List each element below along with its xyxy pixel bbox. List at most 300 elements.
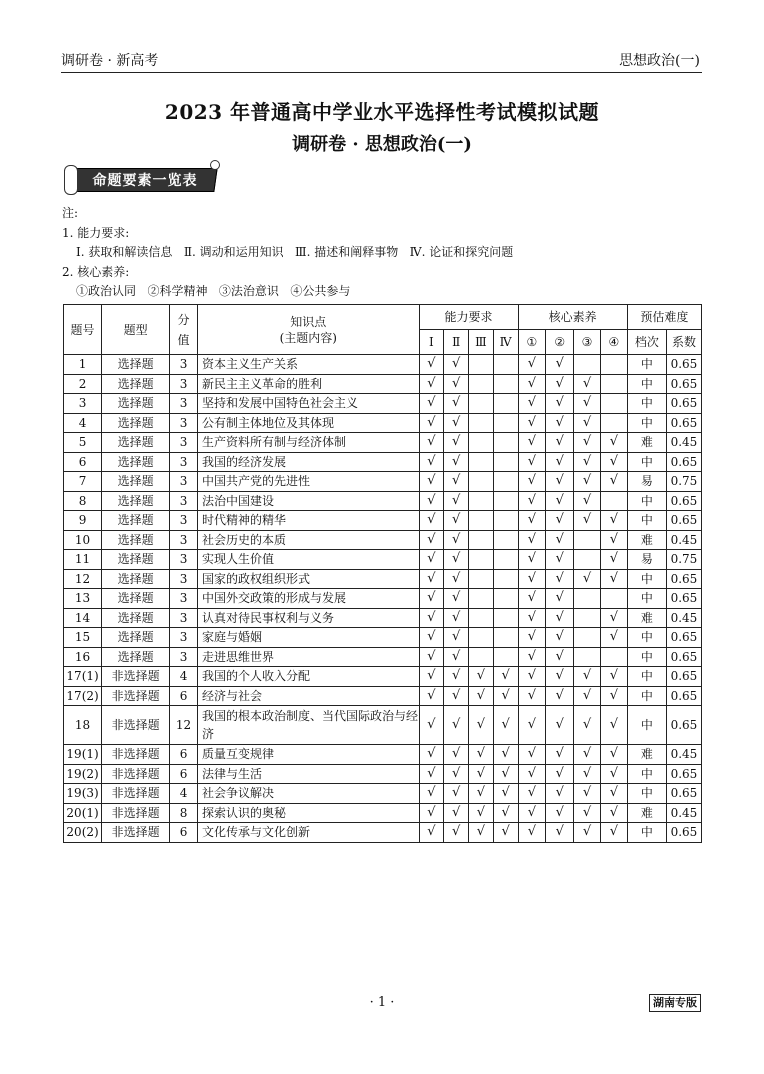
check-icon: √ bbox=[546, 569, 574, 589]
scroll-decoration-icon bbox=[64, 165, 78, 195]
cell-coefficient: 0.45 bbox=[666, 433, 701, 453]
header-ability-col: Ⅰ bbox=[419, 330, 444, 355]
check-icon: √ bbox=[419, 491, 444, 511]
check-icon: √ bbox=[419, 530, 444, 550]
ability-items: Ⅰ. 获取和解读信息 Ⅱ. 调动和运用知识 Ⅲ. 描述和阐释事物 Ⅳ. 论证和探究问题 bbox=[76, 245, 514, 260]
cell-type: 选择题 bbox=[102, 355, 170, 375]
check-icon: √ bbox=[518, 803, 546, 823]
header-literacy-col: ③ bbox=[574, 330, 601, 355]
cell-no: 19(3) bbox=[64, 784, 102, 804]
cell-empty bbox=[574, 628, 601, 648]
cell-type: 选择题 bbox=[102, 511, 170, 531]
cell-score: 6 bbox=[170, 745, 198, 765]
cell-no: 14 bbox=[64, 608, 102, 628]
check-icon: √ bbox=[444, 667, 469, 687]
check-icon: √ bbox=[518, 589, 546, 609]
check-icon: √ bbox=[574, 706, 601, 745]
check-icon: √ bbox=[546, 355, 574, 375]
check-icon: √ bbox=[518, 784, 546, 804]
cell-no: 12 bbox=[64, 569, 102, 589]
header-left: 调研卷 · 新高考 bbox=[61, 53, 159, 69]
cell-coefficient: 0.65 bbox=[666, 355, 701, 375]
ability-title: 1. 能力要求: bbox=[62, 225, 130, 240]
cell-coefficient: 0.45 bbox=[666, 803, 701, 823]
check-icon: √ bbox=[518, 491, 546, 511]
check-icon: √ bbox=[469, 803, 494, 823]
cell-coefficient: 0.65 bbox=[666, 686, 701, 706]
cell-type: 非选择题 bbox=[102, 745, 170, 765]
cell-no: 4 bbox=[64, 413, 102, 433]
cell-type: 非选择题 bbox=[102, 686, 170, 706]
check-icon: √ bbox=[600, 764, 627, 784]
cell-empty bbox=[493, 569, 518, 589]
check-icon: √ bbox=[574, 686, 601, 706]
check-icon: √ bbox=[419, 589, 444, 609]
table-row bbox=[64, 764, 702, 784]
cell-knowledge: 社会历史的本质 bbox=[197, 530, 419, 550]
cell-level: 中 bbox=[627, 784, 666, 804]
check-icon: √ bbox=[469, 764, 494, 784]
cell-no: 15 bbox=[64, 628, 102, 648]
check-icon: √ bbox=[518, 608, 546, 628]
cell-score: 4 bbox=[170, 784, 198, 804]
check-icon: √ bbox=[574, 394, 601, 414]
cell-type: 选择题 bbox=[102, 530, 170, 550]
cell-knowledge: 时代精神的精华 bbox=[197, 511, 419, 531]
cell-level: 中 bbox=[627, 667, 666, 687]
cell-empty bbox=[493, 628, 518, 648]
check-icon: √ bbox=[444, 491, 469, 511]
header-score bbox=[170, 305, 198, 355]
cell-type: 非选择题 bbox=[102, 764, 170, 784]
page-subtitle: 调研卷 · 思想政治(一) bbox=[292, 134, 472, 155]
cell-level: 中 bbox=[627, 706, 666, 745]
cell-level: 中 bbox=[627, 589, 666, 609]
cell-empty bbox=[469, 355, 494, 375]
cell-empty bbox=[574, 530, 601, 550]
cell-empty bbox=[493, 355, 518, 375]
check-icon: √ bbox=[444, 452, 469, 472]
table-row bbox=[64, 569, 702, 589]
cell-no: 5 bbox=[64, 433, 102, 453]
check-icon: √ bbox=[444, 647, 469, 667]
cell-empty bbox=[600, 394, 627, 414]
cell-score: 6 bbox=[170, 686, 198, 706]
cell-type: 非选择题 bbox=[102, 706, 170, 745]
check-icon: √ bbox=[444, 511, 469, 531]
check-icon: √ bbox=[546, 745, 574, 765]
cell-type: 选择题 bbox=[102, 569, 170, 589]
cell-empty bbox=[493, 452, 518, 472]
cell-empty bbox=[574, 355, 601, 375]
literacy-title: 2. 核心素养: bbox=[62, 264, 130, 279]
cell-knowledge: 坚持和发展中国特色社会主义 bbox=[197, 394, 419, 414]
cell-empty bbox=[574, 647, 601, 667]
check-icon: √ bbox=[419, 686, 444, 706]
cell-empty bbox=[493, 511, 518, 531]
cell-no: 2 bbox=[64, 374, 102, 394]
table-row bbox=[64, 706, 702, 745]
cell-empty bbox=[574, 608, 601, 628]
cell-no: 16 bbox=[64, 647, 102, 667]
cell-level: 中 bbox=[627, 686, 666, 706]
cell-score: 3 bbox=[170, 355, 198, 375]
cell-level: 中 bbox=[627, 452, 666, 472]
cell-type: 非选择题 bbox=[102, 823, 170, 843]
cell-empty bbox=[469, 452, 494, 472]
cell-knowledge: 中国外交政策的形成与发展 bbox=[197, 589, 419, 609]
check-icon: √ bbox=[518, 764, 546, 784]
check-icon: √ bbox=[518, 413, 546, 433]
check-icon: √ bbox=[444, 413, 469, 433]
check-icon: √ bbox=[546, 374, 574, 394]
check-icon: √ bbox=[600, 745, 627, 765]
cell-level: 中 bbox=[627, 511, 666, 531]
cell-score: 12 bbox=[170, 706, 198, 745]
check-icon: √ bbox=[546, 706, 574, 745]
table-row bbox=[64, 530, 702, 550]
cell-score: 4 bbox=[170, 667, 198, 687]
table-row bbox=[64, 628, 702, 648]
cell-coefficient: 0.65 bbox=[666, 667, 701, 687]
cell-level: 中 bbox=[627, 374, 666, 394]
check-icon: √ bbox=[600, 433, 627, 453]
check-icon: √ bbox=[600, 686, 627, 706]
header-difficulty-col: 系数 bbox=[666, 330, 701, 355]
header-no: 题号 bbox=[64, 305, 102, 355]
check-icon: √ bbox=[444, 569, 469, 589]
cell-score: 3 bbox=[170, 589, 198, 609]
table-row bbox=[64, 413, 702, 433]
cell-coefficient: 0.45 bbox=[666, 745, 701, 765]
cell-type: 选择题 bbox=[102, 647, 170, 667]
check-icon: √ bbox=[444, 764, 469, 784]
cell-type: 非选择题 bbox=[102, 803, 170, 823]
table-body bbox=[64, 355, 702, 843]
check-icon: √ bbox=[419, 550, 444, 570]
cell-empty bbox=[493, 589, 518, 609]
table-row bbox=[64, 667, 702, 687]
cell-coefficient: 0.65 bbox=[666, 569, 701, 589]
check-icon: √ bbox=[600, 667, 627, 687]
cell-level: 难 bbox=[627, 530, 666, 550]
check-icon: √ bbox=[546, 452, 574, 472]
check-icon: √ bbox=[546, 803, 574, 823]
cell-no: 7 bbox=[64, 472, 102, 492]
cell-coefficient: 0.65 bbox=[666, 628, 701, 648]
cell-coefficient: 0.65 bbox=[666, 374, 701, 394]
header-literacy: 核心素养 bbox=[518, 305, 627, 330]
cell-knowledge: 走进思维世界 bbox=[197, 647, 419, 667]
cell-empty bbox=[493, 608, 518, 628]
cell-no: 6 bbox=[64, 452, 102, 472]
check-icon: √ bbox=[493, 667, 518, 687]
cell-no: 13 bbox=[64, 589, 102, 609]
cell-knowledge: 质量互变规律 bbox=[197, 745, 419, 765]
cell-coefficient: 0.65 bbox=[666, 511, 701, 531]
check-icon: √ bbox=[546, 472, 574, 492]
cell-no: 18 bbox=[64, 706, 102, 745]
header-ability-col: Ⅱ bbox=[444, 330, 469, 355]
check-icon: √ bbox=[493, 784, 518, 804]
check-icon: √ bbox=[546, 530, 574, 550]
check-icon: √ bbox=[546, 686, 574, 706]
cell-level: 中 bbox=[627, 413, 666, 433]
cell-knowledge: 我国的根本政治制度、当代国际政治与经济 bbox=[197, 706, 419, 745]
cell-empty bbox=[469, 511, 494, 531]
check-icon: √ bbox=[444, 374, 469, 394]
check-icon: √ bbox=[419, 413, 444, 433]
check-icon: √ bbox=[444, 550, 469, 570]
check-icon: √ bbox=[469, 686, 494, 706]
check-icon: √ bbox=[518, 550, 546, 570]
check-icon: √ bbox=[546, 413, 574, 433]
check-icon: √ bbox=[444, 472, 469, 492]
cell-knowledge: 我国的个人收入分配 bbox=[197, 667, 419, 687]
check-icon: √ bbox=[518, 355, 546, 375]
check-icon: √ bbox=[444, 628, 469, 648]
check-icon: √ bbox=[493, 764, 518, 784]
cell-level: 中 bbox=[627, 647, 666, 667]
cell-knowledge: 资本主义生产关系 bbox=[197, 355, 419, 375]
cell-type: 选择题 bbox=[102, 433, 170, 453]
cell-level: 中 bbox=[627, 491, 666, 511]
cell-empty bbox=[469, 608, 494, 628]
cell-empty bbox=[574, 550, 601, 570]
table-row bbox=[64, 433, 702, 453]
cell-type: 选择题 bbox=[102, 628, 170, 648]
check-icon: √ bbox=[493, 686, 518, 706]
cell-empty bbox=[469, 550, 494, 570]
cell-knowledge: 法治中国建设 bbox=[197, 491, 419, 511]
cell-level: 难 bbox=[627, 608, 666, 628]
table-row bbox=[64, 491, 702, 511]
header-literacy-col: ① bbox=[518, 330, 546, 355]
cell-score: 3 bbox=[170, 530, 198, 550]
cell-no: 19(2) bbox=[64, 764, 102, 784]
cell-coefficient: 0.65 bbox=[666, 706, 701, 745]
cell-score: 3 bbox=[170, 491, 198, 511]
check-icon: √ bbox=[518, 433, 546, 453]
cell-no: 9 bbox=[64, 511, 102, 531]
check-icon: √ bbox=[518, 706, 546, 745]
notes-section bbox=[62, 204, 513, 302]
cell-empty bbox=[469, 374, 494, 394]
check-icon: √ bbox=[419, 472, 444, 492]
check-icon: √ bbox=[469, 745, 494, 765]
cell-coefficient: 0.45 bbox=[666, 608, 701, 628]
cell-knowledge: 新民主主义革命的胜利 bbox=[197, 374, 419, 394]
cell-knowledge: 公有制主体地位及其体现 bbox=[197, 413, 419, 433]
cell-empty bbox=[469, 394, 494, 414]
cell-score: 3 bbox=[170, 472, 198, 492]
cell-empty bbox=[469, 472, 494, 492]
check-icon: √ bbox=[518, 569, 546, 589]
cell-knowledge: 社会争议解决 bbox=[197, 784, 419, 804]
cell-coefficient: 0.65 bbox=[666, 823, 701, 843]
check-icon: √ bbox=[419, 394, 444, 414]
check-icon: √ bbox=[574, 452, 601, 472]
cell-level: 易 bbox=[627, 472, 666, 492]
cell-coefficient: 0.45 bbox=[666, 530, 701, 550]
cell-empty bbox=[469, 569, 494, 589]
check-icon: √ bbox=[518, 530, 546, 550]
table-row bbox=[64, 550, 702, 570]
cell-no: 17(1) bbox=[64, 667, 102, 687]
check-icon: √ bbox=[600, 472, 627, 492]
check-icon: √ bbox=[419, 452, 444, 472]
check-icon: √ bbox=[469, 784, 494, 804]
cell-type: 选择题 bbox=[102, 452, 170, 472]
header-right: 思想政治(一) bbox=[619, 53, 700, 69]
cell-no: 8 bbox=[64, 491, 102, 511]
check-icon: √ bbox=[574, 784, 601, 804]
check-icon: √ bbox=[574, 413, 601, 433]
check-icon: √ bbox=[546, 433, 574, 453]
cell-score: 3 bbox=[170, 433, 198, 453]
table-row bbox=[64, 745, 702, 765]
cell-level: 易 bbox=[627, 550, 666, 570]
cell-no: 10 bbox=[64, 530, 102, 550]
page-number: · 1 · bbox=[369, 995, 395, 1010]
cell-empty bbox=[469, 628, 494, 648]
cell-knowledge: 文化传承与文化创新 bbox=[197, 823, 419, 843]
check-icon: √ bbox=[546, 394, 574, 414]
table-row bbox=[64, 374, 702, 394]
check-icon: √ bbox=[469, 706, 494, 745]
section-banner bbox=[64, 163, 214, 195]
check-icon: √ bbox=[419, 433, 444, 453]
cell-empty bbox=[600, 355, 627, 375]
check-icon: √ bbox=[419, 569, 444, 589]
check-icon: √ bbox=[469, 823, 494, 843]
table-row bbox=[64, 589, 702, 609]
header-ability-col: Ⅲ bbox=[469, 330, 494, 355]
cell-coefficient: 0.65 bbox=[666, 394, 701, 414]
cell-score: 3 bbox=[170, 647, 198, 667]
cell-score: 6 bbox=[170, 764, 198, 784]
cell-coefficient: 0.65 bbox=[666, 589, 701, 609]
cell-type: 非选择题 bbox=[102, 667, 170, 687]
cell-knowledge: 探索认识的奥秘 bbox=[197, 803, 419, 823]
header-score-text: 分值 bbox=[177, 312, 190, 347]
cell-knowledge: 家庭与婚姻 bbox=[197, 628, 419, 648]
table-row bbox=[64, 452, 702, 472]
check-icon: √ bbox=[419, 706, 444, 745]
check-icon: √ bbox=[518, 647, 546, 667]
cell-score: 3 bbox=[170, 608, 198, 628]
cell-no: 3 bbox=[64, 394, 102, 414]
check-icon: √ bbox=[518, 374, 546, 394]
cell-empty bbox=[600, 374, 627, 394]
check-icon: √ bbox=[518, 628, 546, 648]
cell-level: 中 bbox=[627, 823, 666, 843]
check-icon: √ bbox=[419, 628, 444, 648]
check-icon: √ bbox=[493, 803, 518, 823]
cell-score: 3 bbox=[170, 550, 198, 570]
check-icon: √ bbox=[546, 823, 574, 843]
edition-badge: 湖南专版 bbox=[649, 994, 701, 1012]
table-row bbox=[64, 394, 702, 414]
cell-level: 中 bbox=[627, 394, 666, 414]
cell-level: 难 bbox=[627, 433, 666, 453]
check-icon: √ bbox=[600, 452, 627, 472]
check-icon: √ bbox=[574, 374, 601, 394]
cell-score: 3 bbox=[170, 394, 198, 414]
header-ability: 能力要求 bbox=[419, 305, 518, 330]
cell-coefficient: 0.65 bbox=[666, 452, 701, 472]
cell-empty bbox=[600, 413, 627, 433]
cell-score: 6 bbox=[170, 823, 198, 843]
header-literacy-col: ② bbox=[546, 330, 574, 355]
page-title: 2023 年普通高中学业水平选择性考试模拟试题 bbox=[164, 100, 600, 124]
banner-label: 命题要素一览表 bbox=[92, 173, 198, 189]
check-icon: √ bbox=[518, 394, 546, 414]
check-icon: √ bbox=[493, 823, 518, 843]
header-divider bbox=[61, 72, 702, 73]
check-icon: √ bbox=[493, 745, 518, 765]
check-icon: √ bbox=[518, 472, 546, 492]
cell-score: 3 bbox=[170, 452, 198, 472]
check-icon: √ bbox=[444, 745, 469, 765]
check-icon: √ bbox=[574, 803, 601, 823]
check-icon: √ bbox=[546, 667, 574, 687]
check-icon: √ bbox=[419, 784, 444, 804]
table-row bbox=[64, 686, 702, 706]
check-icon: √ bbox=[574, 745, 601, 765]
cell-coefficient: 0.65 bbox=[666, 784, 701, 804]
cell-knowledge: 中国共产党的先进性 bbox=[197, 472, 419, 492]
header-type: 题型 bbox=[102, 305, 170, 355]
cell-knowledge: 法律与生活 bbox=[197, 764, 419, 784]
header-ability-col: Ⅳ bbox=[493, 330, 518, 355]
cell-empty bbox=[493, 530, 518, 550]
check-icon: √ bbox=[600, 511, 627, 531]
header-knowledge bbox=[197, 305, 419, 355]
check-icon: √ bbox=[444, 394, 469, 414]
cell-no: 1 bbox=[64, 355, 102, 375]
cell-empty bbox=[493, 433, 518, 453]
check-icon: √ bbox=[444, 530, 469, 550]
check-icon: √ bbox=[574, 433, 601, 453]
cell-coefficient: 0.65 bbox=[666, 413, 701, 433]
cell-empty bbox=[469, 589, 494, 609]
cell-empty bbox=[600, 647, 627, 667]
cell-coefficient: 0.65 bbox=[666, 491, 701, 511]
cell-no: 11 bbox=[64, 550, 102, 570]
table-row bbox=[64, 803, 702, 823]
check-icon: √ bbox=[574, 569, 601, 589]
cell-no: 19(1) bbox=[64, 745, 102, 765]
check-icon: √ bbox=[574, 764, 601, 784]
cell-empty bbox=[493, 413, 518, 433]
cell-score: 3 bbox=[170, 628, 198, 648]
check-icon: √ bbox=[444, 823, 469, 843]
check-icon: √ bbox=[600, 628, 627, 648]
check-icon: √ bbox=[546, 784, 574, 804]
table-row bbox=[64, 355, 702, 375]
cell-coefficient: 0.65 bbox=[666, 764, 701, 784]
cell-type: 选择题 bbox=[102, 472, 170, 492]
check-icon: √ bbox=[419, 803, 444, 823]
check-icon: √ bbox=[444, 355, 469, 375]
table-row bbox=[64, 647, 702, 667]
check-icon: √ bbox=[600, 569, 627, 589]
cell-level: 难 bbox=[627, 803, 666, 823]
cell-score: 3 bbox=[170, 413, 198, 433]
literacy-items: ①政治认同 ②科学精神 ③法治意识 ④公共参与 bbox=[76, 284, 351, 299]
header-difficulty: 预估难度 bbox=[627, 305, 701, 330]
